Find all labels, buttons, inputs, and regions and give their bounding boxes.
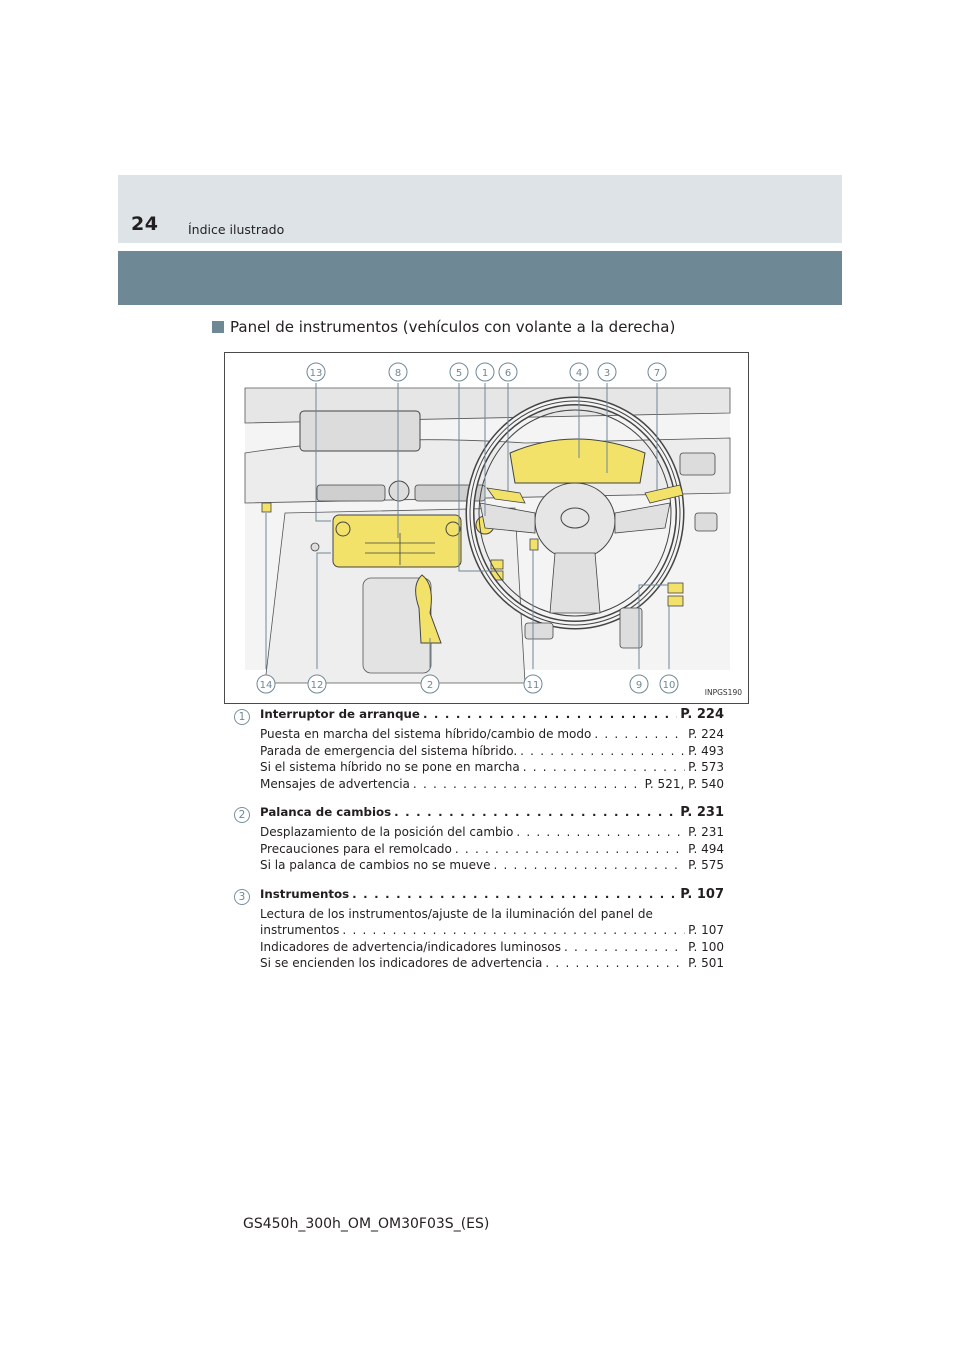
entry-page: P. 224: [680, 707, 724, 722]
chapter-title: Índice ilustrado: [188, 222, 285, 237]
page-number: 24: [131, 213, 159, 235]
callout-label: 11: [526, 680, 540, 691]
callout-label: 7: [653, 368, 661, 379]
index-entries: [234, 707, 724, 985]
entry-page: P. 107: [680, 886, 724, 902]
dashboard-drawing: [225, 353, 749, 704]
entry-item: Indicadores de advertencia/indicadores luminosos . . . P. 100: [234, 940, 724, 957]
entry-title: Palanca de cambios: [260, 805, 392, 819]
entry-item-wrapped-line2: instrumentos . . . P. 107: [234, 923, 724, 940]
footer-model-code: GS450h_300h_OM_OM30F03S_(ES): [243, 1216, 490, 1232]
callout-label: 9: [635, 680, 643, 691]
callout-label: 2: [426, 680, 434, 691]
entry-item: Precauciones para el remolcado . . . P. 494: [234, 842, 724, 859]
entry-item: Puesta en marcha del sistema híbrido/cambio de modo . . . P. 224: [234, 727, 724, 744]
callout-label: 8: [394, 368, 402, 379]
callout-label: 5: [455, 368, 463, 379]
callout-label: 4: [575, 368, 583, 379]
entry-heading: [234, 707, 724, 727]
entry-title: Instrumentos: [260, 886, 350, 901]
entry-item: Si el sistema híbrido no se pone en marcha . . . P. 573: [234, 760, 724, 777]
instrument-panel-illustration: [224, 352, 749, 704]
callout-label: 3: [603, 368, 611, 379]
section-square-icon: [212, 321, 224, 333]
index-entry: [234, 707, 724, 793]
index-entry: [234, 805, 724, 875]
entry-heading: [234, 887, 724, 907]
entry-heading: [234, 805, 724, 825]
callout-label: 6: [504, 368, 512, 379]
entry-number: 3: [234, 889, 250, 905]
callout-label: 12: [310, 680, 324, 691]
entry-item: Mensajes de advertencia . . . P. 521, P. 540: [234, 777, 724, 794]
callout-label: 10: [662, 680, 676, 691]
callouts-top: [307, 363, 666, 381]
entry-item: Parada de emergencia del sistema híbrido. . . . P. 493: [234, 744, 724, 761]
index-entry: [234, 887, 724, 973]
entry-page: P. 231: [680, 805, 724, 820]
entry-item: Desplazamiento de la posición del cambio . . . P. 231: [234, 825, 724, 842]
callout-label: 1: [481, 368, 489, 379]
entry-item-wrapped-line1: Lectura de los instrumentos/ajuste de la iluminación del panel de: [260, 906, 653, 921]
section-title: Panel de instrumentos (vehículos con volante a la derecha): [230, 318, 676, 336]
figure-code: INPGS190: [704, 688, 742, 697]
header-dark-band: [118, 251, 842, 305]
entry-item: Si se encienden los indicadores de advertencia . . . P. 501: [234, 956, 724, 973]
entry-number: 1: [234, 709, 250, 725]
entry-number: 2: [234, 807, 250, 823]
entry-item: Si la palanca de cambios no se mueve . . . P. 575: [234, 858, 724, 875]
callout-label: 13: [309, 368, 323, 379]
entry-title: Interruptor de arranque: [260, 707, 420, 721]
section-heading: [212, 318, 675, 336]
callout-label: 14: [259, 680, 273, 691]
